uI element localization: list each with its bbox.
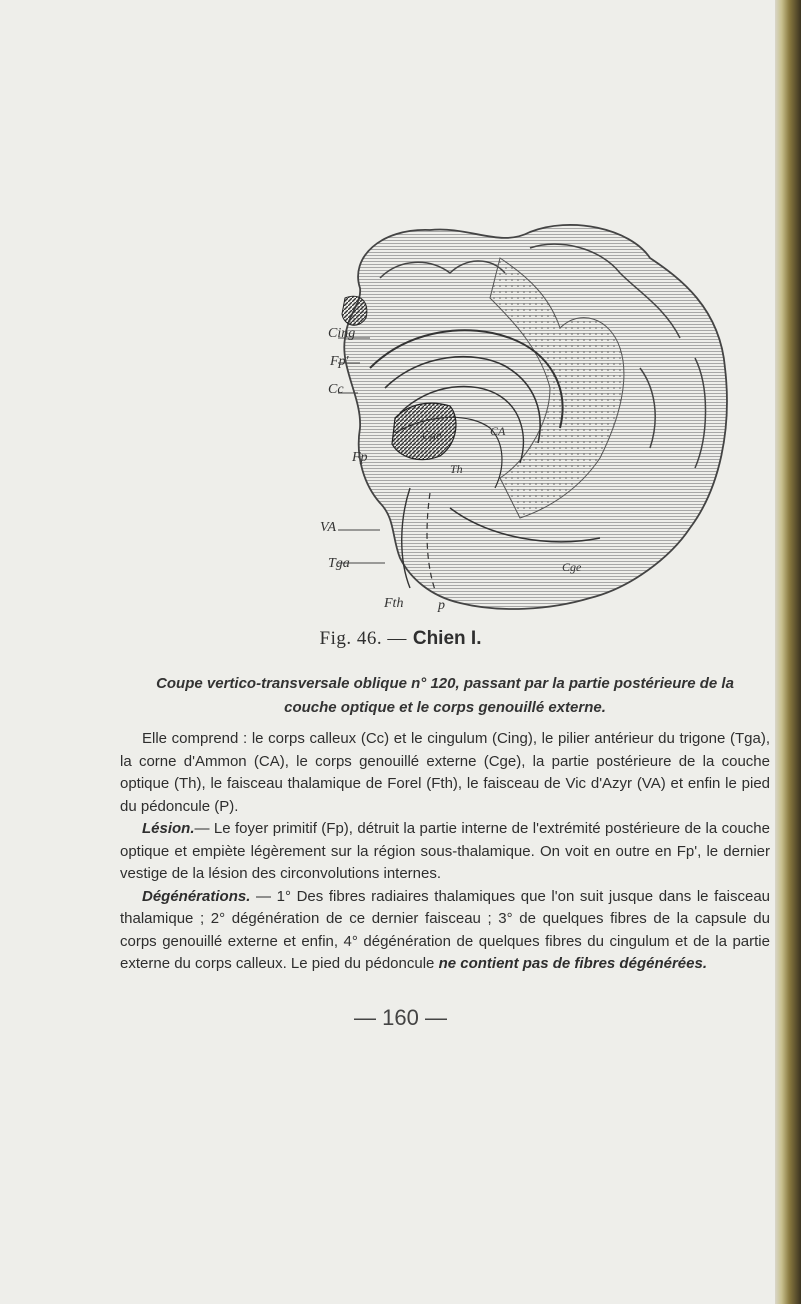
subtitle-line-2: couche optique et le corps genouillé externe. (284, 699, 606, 716)
degenerations-heading: Dégénérations. (142, 887, 251, 905)
figure-label-va: VA (320, 520, 337, 535)
figure-number: Fig. 46. — (319, 628, 407, 649)
brain-section-drawing (300, 218, 740, 648)
page-edge-shadow (775, 0, 801, 1304)
subtitle-line-1: Coupe vertico-transversale oblique n° 120, passant par la partie postérieure de la (156, 675, 734, 692)
body-text (120, 728, 770, 976)
figure-label-cge: Cge (422, 428, 442, 442)
figure-label-cing: Cing (328, 326, 356, 341)
page-number: — 160 — (354, 1005, 447, 1030)
degenerations-ending: ne contient pas de fibres dégénérées. (438, 955, 707, 972)
figure-label-fp-prime: Fp' (330, 354, 349, 369)
figure-label-fp: Fp (352, 450, 368, 465)
paragraph-composition: Elle comprend : le corps calleux (Cc) et le cingulum (Cing), le pilier antérieur du trigone (Tga), la corne d'Ammon (CA), le corps genouillé externe (Cge), la partie postérieure de la couche optique (Th), le faisceau thalamique de Forel (Fth), le faisceau de Vic d'Azyr (VA) et enfin le pied du pédoncule (P). (120, 730, 770, 815)
lesion-text: — Le foyer primitif (Fp), détruit la partie interne de l'extrémité postérieure de la couche optique et empiète légèrement sur la région sous-thalamique. On voit en outre en Fp', le dernier vestige de la lésion des circonvolutions internes. (120, 820, 770, 882)
figure-label-th: Th (450, 462, 463, 476)
figure-subject: Chien I. (412, 628, 482, 649)
section-subtitle (120, 672, 770, 720)
figure-label-ca: CA (490, 424, 506, 438)
paragraph-lesion (120, 818, 770, 886)
figure-label-cc: Cc (328, 382, 344, 397)
figure-label-p: p (438, 598, 445, 613)
paragraph-degenerations (120, 886, 770, 976)
figure-label-cge-lower: Cge (562, 560, 582, 574)
figure-caption (0, 628, 801, 650)
figure-label-fth: Fth (384, 596, 404, 611)
lesion-heading: Lésion. (142, 820, 195, 837)
figure-label-tga: Tga (328, 556, 350, 571)
brain-section-figure (300, 218, 740, 648)
degenerations-text: — 1° Des fibres radiaires thalamiques que l'on suit jusque dans le faisceau thalamique ; 2° dégénération de ce dernier faisceau ; 3° de quelques fibres de la capsule du corps genouillé externe et enfin, 4° dégénération de quelques fibres du cingulum et de la partie externe du corps calleux. Le pied du pédoncule (120, 887, 770, 972)
